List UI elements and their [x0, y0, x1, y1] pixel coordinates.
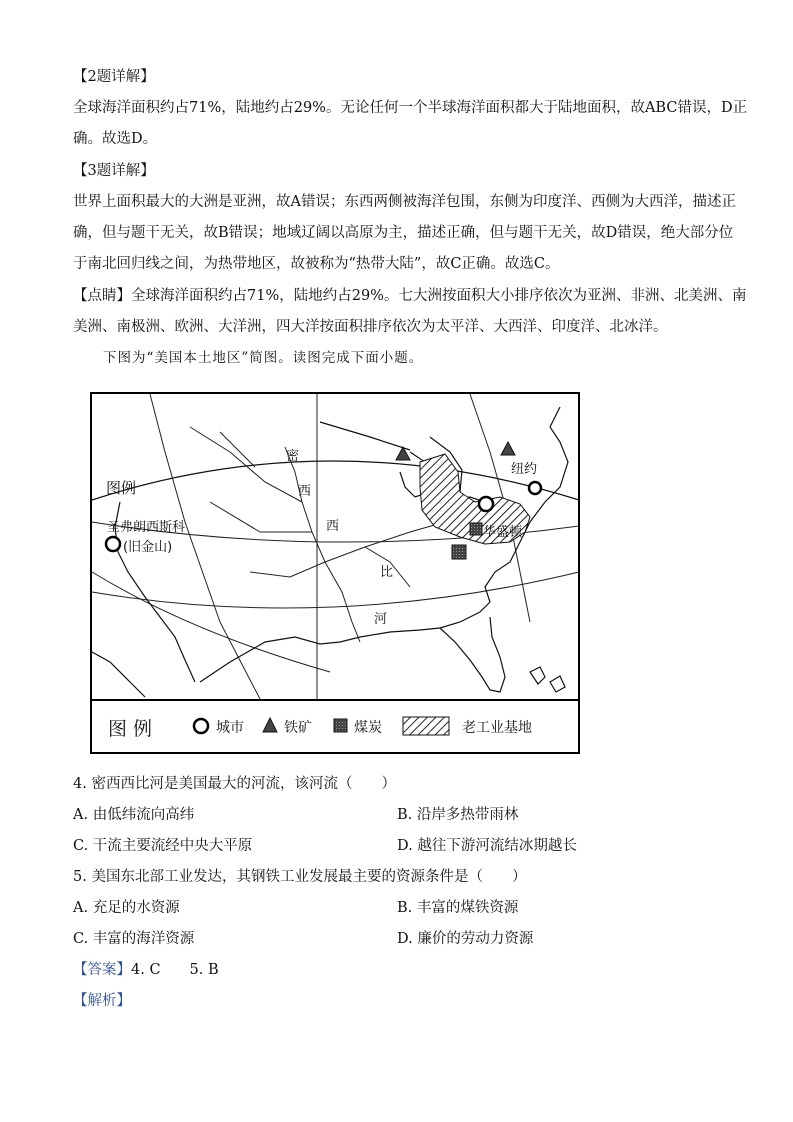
answer-line [73, 960, 219, 980]
river-char-2: 西 [298, 484, 312, 499]
legend-coal-icon [334, 719, 347, 732]
legend-industrial-icon [403, 717, 449, 735]
answer-label: 【答案】 [73, 962, 131, 978]
city-sf-icon [106, 537, 120, 551]
q4-option-d: D. 越往下游河流结冰期越长 [397, 838, 577, 854]
q2-line-2: 确。故选D。 [73, 131, 158, 147]
q5-option-a: A. 充足的水资源 [73, 900, 180, 916]
answer-values: 4. C 5. B [131, 962, 219, 978]
q4-option-c: C. 干流主要流经中央大平原 [73, 838, 253, 854]
legend-industrial-label: 老工业基地 [462, 720, 532, 736]
q4-option-a: A. 由低纬流向高纬 [73, 807, 195, 823]
q3-line-3: 于南北回归线之间，为热带地区，故被称为“热带大陆”，故C正确。故选C。 [73, 256, 560, 272]
legend-small-label: 图例 [106, 479, 137, 497]
legend-coal-label: 煤炭 [354, 720, 382, 736]
q5-option-d: D. 廉价的劳动力资源 [397, 931, 534, 947]
sf-label-1: 圣弗朗西斯科 [107, 520, 186, 535]
q2-header: 【2题详解】 [73, 69, 155, 85]
legend-title: 图 例 [108, 718, 153, 740]
coal-icon [470, 523, 482, 535]
sf-label-2: (旧金山) [123, 540, 173, 555]
q5-option-b: B. 丰富的煤铁资源 [397, 900, 519, 916]
analysis-label: 【解析】 [73, 993, 131, 1009]
q5-option-c: C. 丰富的海洋资源 [73, 931, 195, 947]
tip-line-2: 美洲、南极洲、欧洲、大洋洲，四大洋按面积排序依次为太平洋、大西洋、印度洋、北冰洋。 [73, 319, 668, 335]
river-char-5: 河 [374, 612, 388, 627]
q5-stem: 5. 美国东北部工业发达，其钢铁工业发展最主要的资源条件是（ ） [73, 869, 527, 885]
legend-city-label: 城市 [216, 720, 244, 736]
river-char-1: 密 [286, 449, 300, 464]
q4-option-b: B. 沿岸多热带雨林 [397, 807, 519, 823]
legend-iron-label: 铁矿 [284, 720, 312, 736]
river-char-4: 比 [380, 565, 394, 580]
washington-label: 华盛顿 [483, 525, 523, 540]
city-newyork-icon [529, 482, 541, 494]
q3-line-2: 确，但与题干无关，故B错误；地域辽阔以高原为主，描述正确，但与题干无关，故D错误，绝大部分位 [73, 225, 734, 241]
map-intro: 下图为“美国本土地区”简图。读图完成下面小题。 [103, 350, 424, 366]
coal-icon [452, 545, 466, 559]
newyork-label: 纽约 [511, 462, 538, 477]
q3-header: 【3题详解】 [73, 163, 155, 179]
legend-city-icon [194, 719, 208, 733]
city-washington-icon [479, 497, 493, 511]
river-char-3: 西 [326, 519, 340, 534]
usa-map [90, 392, 580, 754]
q3-line-1: 世界上面积最大的大洲是亚洲，故A错误；东西两侧被海洋包围，东侧为印度洋、西侧为大西洋，描述正 [73, 194, 736, 210]
tip-line-1: 【点睛】全球海洋面积约占71%，陆地约占29%。七大洲按面积大小排序依次为亚洲、非洲、北美洲、南 [73, 288, 747, 304]
q2-line-1: 全球海洋面积约占71%，陆地约占29%。无论任何一个半球海洋面积都大于陆地面积，故ABC错误，D正 [73, 100, 748, 116]
q4-stem: 4. 密西西比河是美国最大的河流，该河流（ ） [73, 776, 396, 792]
